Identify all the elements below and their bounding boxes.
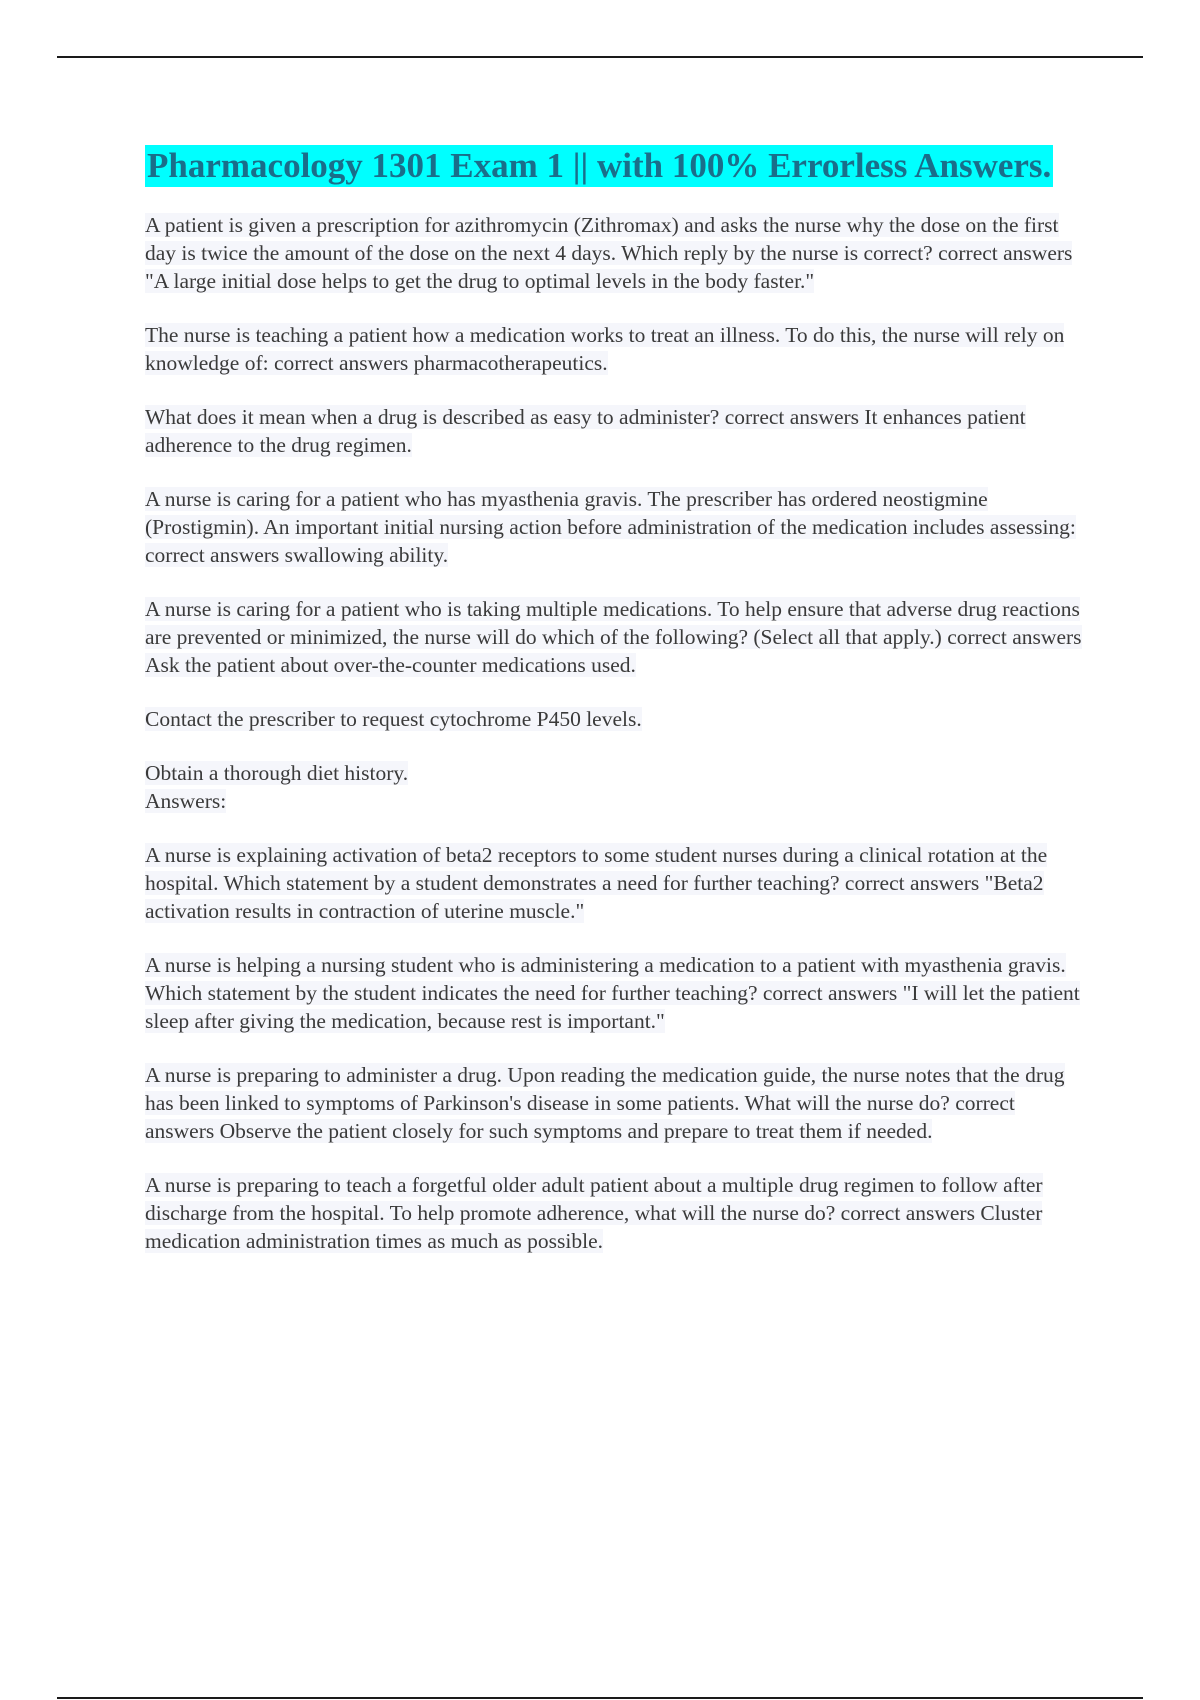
- header-rule: [57, 56, 1143, 58]
- qa-paragraph: A nurse is explaining activation of beta2 receptors to some student nurses during a clinical rotation at the hospital. Which statement by a student demonstrates a need for further teaching? correct answers "Beta2 activation results in contraction of uterine muscle.": [145, 843, 1048, 923]
- qa-list: [145, 211, 1085, 1255]
- qa-paragraph: Obtain a thorough diet history. Answers:: [145, 761, 409, 813]
- qa-paragraph: A nurse is helping a nursing student who is administering a medication to a patient with myasthenia gravis. Which statement by the student indicates the need for further teaching? correct answers "I will let the patient sleep after giving the medication, because rest is important.": [145, 953, 1080, 1033]
- qa-paragraph: Contact the prescriber to request cytochrome P450 levels.: [145, 707, 642, 731]
- qa-paragraph: The nurse is teaching a patient how a medication works to treat an illness. To do this, the nurse will rely on knowledge of: correct answers pharmacotherapeutics.: [145, 323, 1065, 375]
- document-body: [145, 145, 1085, 1281]
- qa-paragraph: A nurse is caring for a patient who has myasthenia gravis. The prescriber has ordered neostigmine (Prostigmin). An important initial nursing action before administration of the medication includes assessing: correct answers swallowing ability.: [145, 487, 1076, 567]
- footer-rule: [57, 1697, 1143, 1699]
- qa-paragraph: What does it mean when a drug is described as easy to administer? correct answers It enhances patient adherence to the drug regimen.: [145, 405, 1026, 457]
- qa-paragraph: A nurse is preparing to teach a forgetful older adult patient about a multiple drug regimen to follow after discharge from the hospital. To help promote adherence, what will the nurse do? correct answers Cluster medication administration times as much as possible.: [145, 1173, 1043, 1253]
- qa-paragraph: A patient is given a prescription for azithromycin (Zithromax) and asks the nurse why the dose on the first day is twice the amount of the dose on the next 4 days. Which reply by the nurse is correct? correct answers "A large initial dose helps to get the drug to optimal levels in the body faster.": [145, 213, 1073, 293]
- qa-paragraph: A nurse is preparing to administer a drug. Upon reading the medication guide, the nurse notes that the drug has been linked to symptoms of Parkinson's disease in some patients. What will the nurse do? correct answers Observe the patient closely for such symptoms and prepare to treat them if needed.: [145, 1063, 1065, 1143]
- document-title: Pharmacology 1301 Exam 1 || with 100% Errorless Answers.: [147, 146, 1052, 185]
- qa-paragraph: A nurse is caring for a patient who is taking multiple medications. To help ensure that adverse drug reactions are prevented or minimized, the nurse will do which of the following? (Select all that apply.) correct answers Ask the patient about over-the-counter medications used.: [145, 597, 1082, 677]
